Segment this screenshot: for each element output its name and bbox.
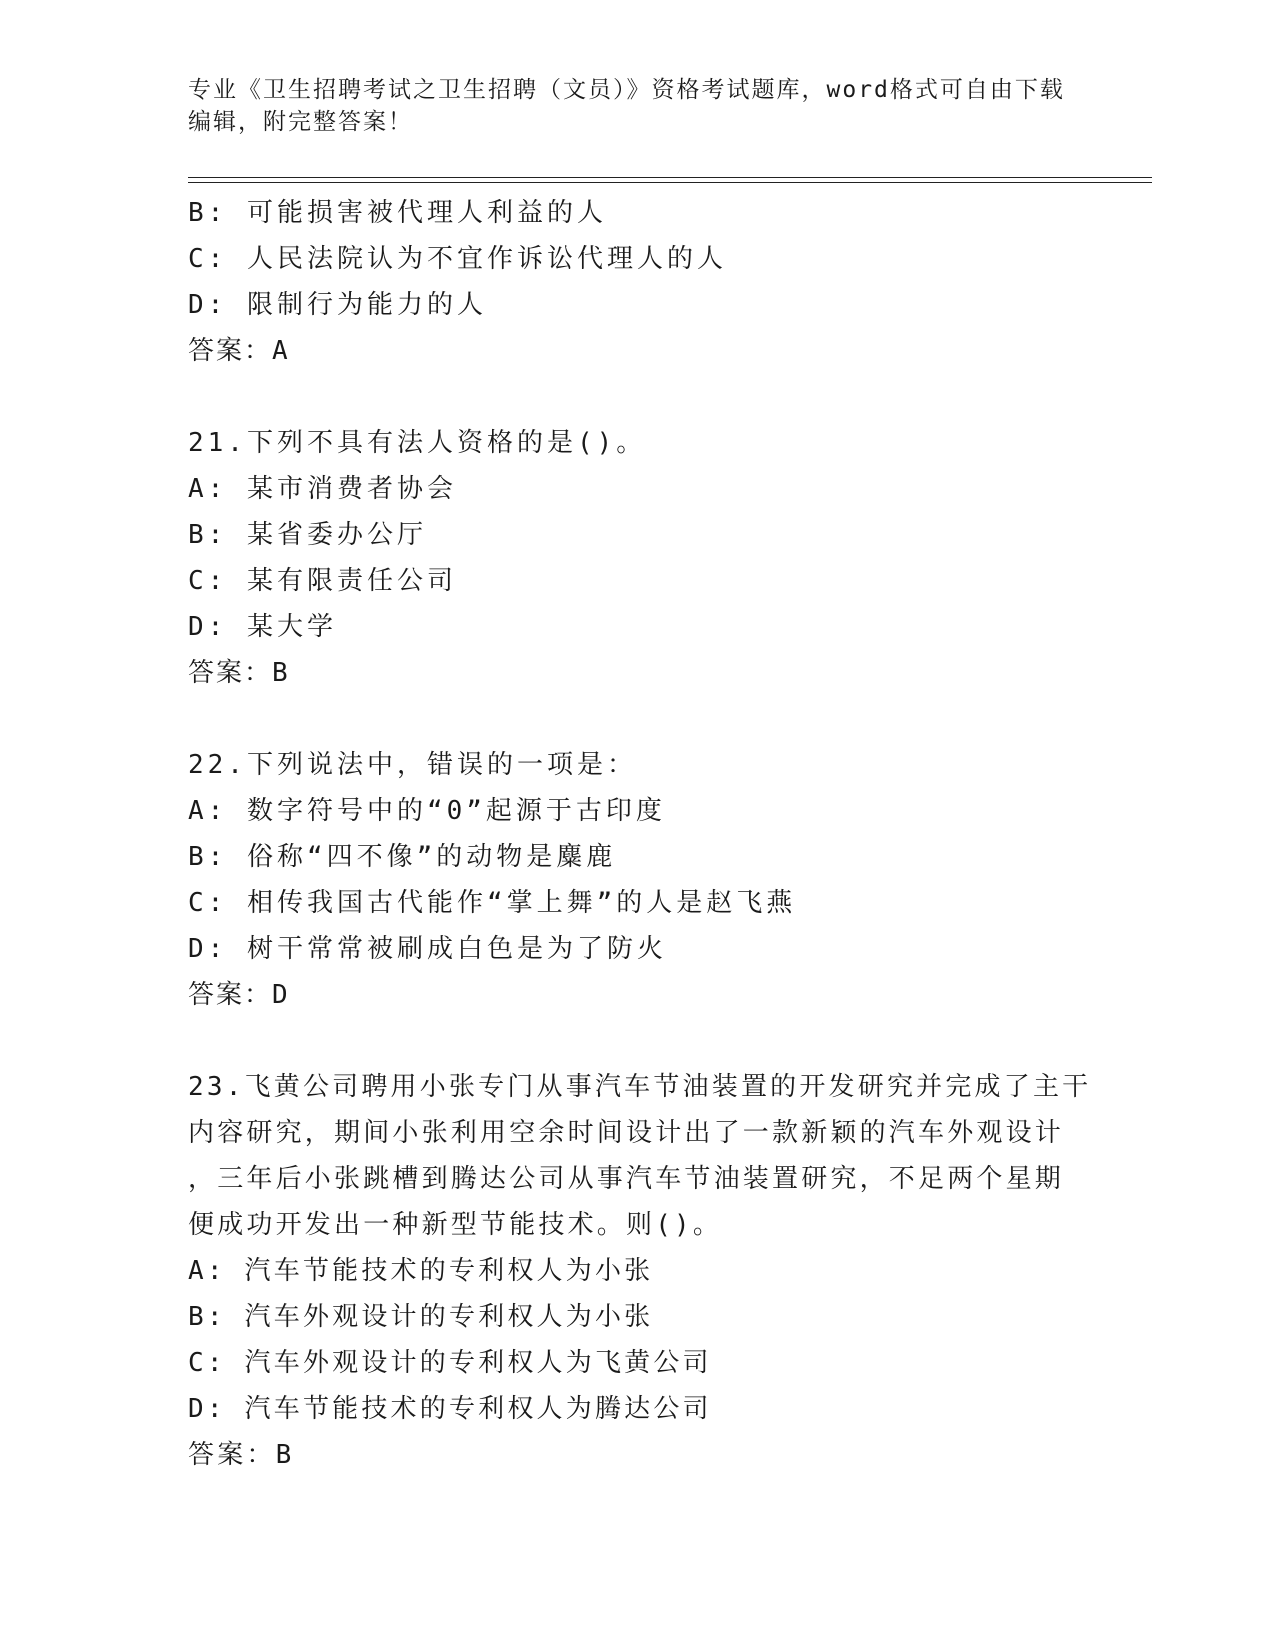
option-b: B: 汽车外观设计的专利权人为小张 [188, 1302, 654, 1332]
option-d: D: 某大学 [188, 612, 337, 642]
question-stem-line-2: 内容研究，期间小张利用空余时间设计出了一款新颖的汽车外观设计 [188, 1118, 1065, 1148]
question-list [188, 190, 1092, 1478]
option-a: A: 汽车节能技术的专利权人为小张 [188, 1256, 654, 1286]
option-d: D: 汽车节能技术的专利权人为腾达公司 [188, 1394, 712, 1424]
header-line-1: 专业《卫生招聘考试之卫生招聘（文员）》资格考试题库，word格式可自由下载 [188, 77, 1065, 103]
header-divider-top [188, 177, 1152, 178]
question-stem: 22.下列说法中，错误的一项是： [188, 750, 637, 780]
option-b: B: 俗称“四不像”的动物是麋鹿 [188, 842, 617, 872]
answer-line: 答案：D [188, 980, 290, 1010]
document-header [188, 74, 1068, 138]
question-23 [188, 1064, 1092, 1478]
option-d: D: 树干常常被刷成白色是为了防火 [188, 934, 667, 964]
question-stem-line-4: 便成功开发出一种新型节能技术。则()。 [188, 1210, 723, 1240]
option-a: A: 某市消费者协会 [188, 474, 457, 504]
spacer [188, 1018, 1088, 1064]
spacer [188, 696, 1088, 742]
spacer [188, 374, 1088, 420]
header-divider-bottom [188, 182, 1152, 183]
option-c: C: 相传我国古代能作“掌上舞”的人是赵飞燕 [188, 888, 797, 918]
answer-line: 答案：B [188, 1440, 295, 1470]
option-b: B: 可能损害被代理人利益的人 [188, 198, 607, 228]
question-21 [188, 420, 1088, 696]
option-c: C: 汽车外观设计的专利权人为飞黄公司 [188, 1348, 712, 1378]
answer-line: 答案：B [188, 658, 290, 688]
option-a: A: 数字符号中的“0”起源于古印度 [188, 796, 666, 826]
option-c: C: 某有限责任公司 [188, 566, 457, 596]
question-stem-line-3: ，三年后小张跳槽到腾达公司从事汽车节油装置研究，不足两个星期 [188, 1164, 1065, 1194]
question-22 [188, 742, 1088, 1018]
header-line-2: 编辑，附完整答案！ [188, 109, 413, 135]
question-stem: 21.下列不具有法人资格的是()。 [188, 428, 647, 458]
question-stem-line-1: 23.飞黄公司聘用小张专门从事汽车节油装置的开发研究并完成了主干 [188, 1072, 1092, 1102]
option-c: C: 人民法院认为不宜作诉讼代理人的人 [188, 244, 727, 274]
answer-line: 答案：A [188, 336, 290, 366]
previous-question-tail [188, 190, 1088, 374]
option-b: B: 某省委办公厅 [188, 520, 427, 550]
option-d: D: 限制行为能力的人 [188, 290, 487, 320]
